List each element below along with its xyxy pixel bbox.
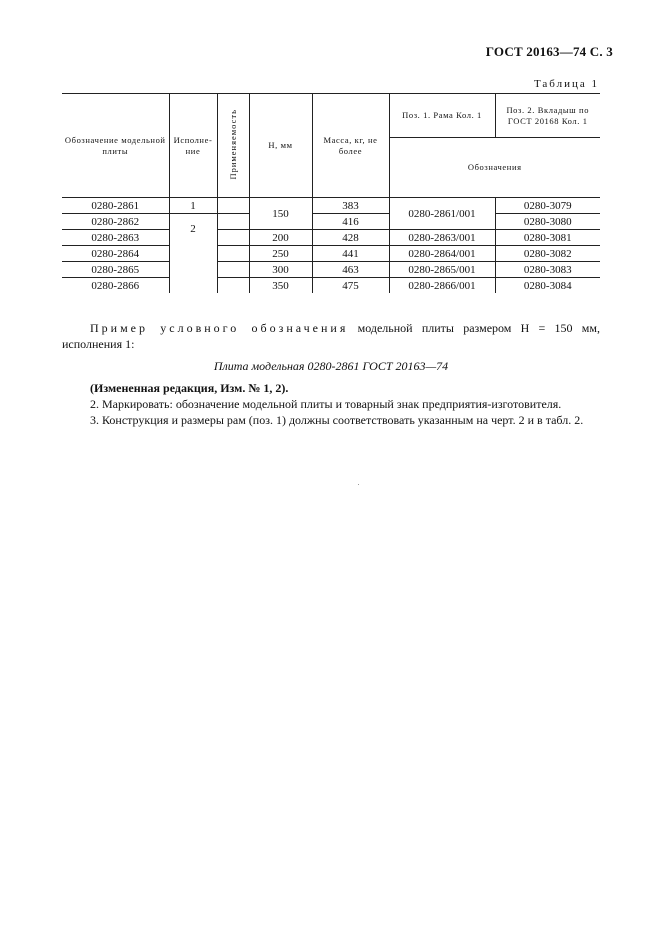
table-row — [62, 198, 600, 214]
table-row — [62, 230, 600, 246]
cell-h: 350 — [249, 278, 312, 294]
example-rest: модельной плиты размером Н = 150 мм, исполнения 1: — [62, 321, 600, 351]
cell-designation: 0280-2866 — [62, 278, 169, 294]
cell-mass: 475 — [312, 278, 389, 294]
item-3: 3. Конструкция и размеры рам (поз. 1) должны соответствовать указанным на черт. 2 и в табл. 2. — [90, 413, 584, 427]
designation-example: Плита модельная 0280-2861 ГОСТ 20163—74 — [213, 359, 449, 373]
cell-pos2: 0280-3081 — [495, 230, 600, 246]
cell-designation: 0280-2863 — [62, 230, 169, 246]
cell-variant: 1 — [169, 198, 217, 214]
table-row — [62, 214, 600, 230]
scan-speck — [358, 484, 359, 485]
cell-pos1: 0280-2863/001 — [389, 230, 495, 246]
header-pos2: Поз. 2. Вкладыш по ГОСТ 20168 Кол. 1 — [495, 94, 600, 138]
cell-h: 150 — [249, 198, 312, 230]
header-designation: Обозначение модельной плиты — [62, 94, 169, 198]
cell-h: 200 — [249, 230, 312, 246]
cell-pos1: 0280-2866/001 — [389, 278, 495, 294]
cell-mass: 416 — [312, 214, 389, 230]
cell-designation: 0280-2862 — [62, 214, 169, 230]
cell-applicability — [217, 230, 249, 246]
cell-pos2: 0280-3082 — [495, 246, 600, 262]
table-caption: Таблица 1 — [533, 78, 599, 90]
cell-designation: 0280-2861 — [62, 198, 169, 214]
page-header: ГОСТ 20163—74 С. 3 — [485, 44, 613, 59]
header-variant: Исполне-ние — [169, 94, 217, 198]
cell-applicability — [217, 214, 249, 230]
item-2: 2. Маркировать: обозначение модельной плиты и товарный знак предприятия-изготовителя. — [90, 397, 562, 411]
cell-applicability — [217, 198, 249, 214]
revision-note: (Измененная редакция, Изм. № 1, 2). — [90, 381, 289, 395]
cell-variant: 2 — [169, 214, 217, 294]
cell-pos2: 0280-3083 — [495, 262, 600, 278]
cell-pos1: 0280-2865/001 — [389, 262, 495, 278]
example-paragraph — [62, 320, 600, 352]
cell-applicability — [217, 278, 249, 294]
cell-designation: 0280-2864 — [62, 246, 169, 262]
cell-pos2: 0280-3079 — [495, 198, 600, 214]
cell-mass: 383 — [312, 198, 389, 214]
cell-pos2: 0280-3080 — [495, 214, 600, 230]
spec-table — [62, 93, 600, 293]
header-applicability-text: Применяемость — [227, 108, 238, 180]
table-row — [62, 246, 600, 262]
header-applicability — [217, 94, 249, 198]
cell-applicability — [217, 246, 249, 262]
header-designations: Обозначения — [389, 138, 600, 198]
cell-applicability — [217, 262, 249, 278]
cell-pos1: 0280-2864/001 — [389, 246, 495, 262]
cell-mass: 441 — [312, 246, 389, 262]
cell-pos1: 0280-2861/001 — [389, 198, 495, 230]
header-h: Н, мм — [249, 94, 312, 198]
table-row — [62, 262, 600, 278]
header-mass: Масса, кг, не более — [312, 94, 389, 198]
cell-h: 250 — [249, 246, 312, 262]
header-pos1: Поз. 1. Рама Кол. 1 — [389, 94, 495, 138]
body-text — [62, 320, 600, 428]
cell-pos2: 0280-3084 — [495, 278, 600, 294]
cell-h: 300 — [249, 262, 312, 278]
cell-mass: 428 — [312, 230, 389, 246]
table-row — [62, 278, 600, 294]
cell-designation: 0280-2865 — [62, 262, 169, 278]
example-lead: Пример условного обозначения — [90, 321, 349, 335]
cell-mass: 463 — [312, 262, 389, 278]
